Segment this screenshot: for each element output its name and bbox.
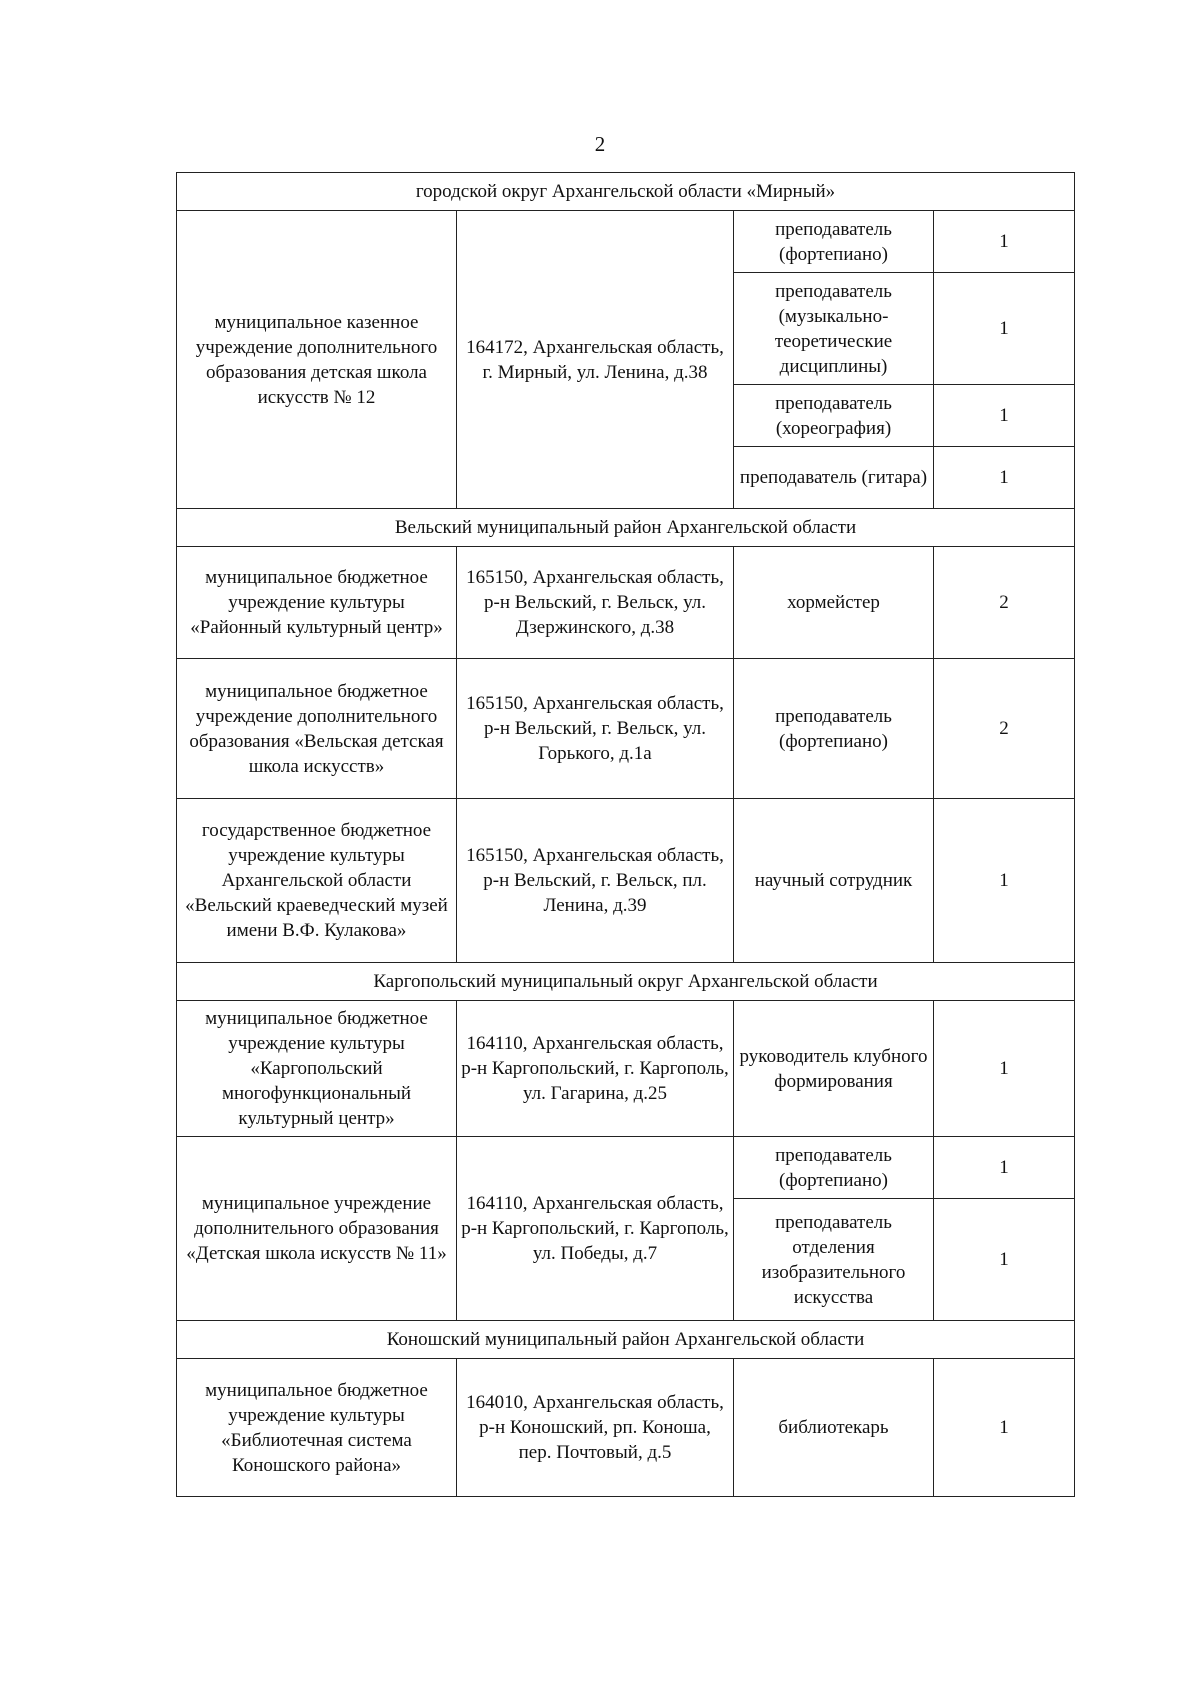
position-count: 1 [934,447,1075,509]
position-count: 1 [934,1137,1075,1199]
table-row [177,799,1075,963]
position-title: преподаватель (фортепиано) [734,659,934,799]
table-row [177,659,1075,799]
institution-address: 164010, Архангельская область, р-н Коношский, рп. Коноша, пер. Почтовый, д.5 [457,1359,734,1497]
institution-name: государственное бюджетное учреждение культуры Архангельской области «Вельский краеведческий музей имени В.Ф. Кулакова» [177,799,457,963]
page-number: 2 [594,132,606,156]
position-title: преподаватель (фортепиано) [734,1137,934,1199]
position-title: преподаватель (фортепиано) [734,211,934,273]
section-header: Коношский муниципальный район Архангельской области [177,1321,1075,1359]
position-count: 1 [934,385,1075,447]
institution-address: 165150, Архангельская область, р-н Вельский, г. Вельск, пл. Ленина, д.39 [457,799,734,963]
table-row [177,547,1075,659]
position-title: руководитель клубного формирования [734,1001,934,1137]
institution-address: 164110, Архангельская область, р-н Каргопольский, г. Каргополь, ул. Гагарина, д.25 [457,1001,734,1137]
position-title: преподаватель (гитара) [734,447,934,509]
position-title: преподаватель отделения изобразительного искусства [734,1199,934,1321]
position-count: 1 [934,273,1075,385]
section-header: городской округ Архангельской области «Мирный» [177,173,1075,211]
position-count: 2 [934,659,1075,799]
position-title: преподаватель (хореография) [734,385,934,447]
institution-address: 164172, Архангельская область, г. Мирный, ул. Ленина, д.38 [457,211,734,509]
institution-name: муниципальное учреждение дополнительного образования «Детская школа искусств № 11» [177,1137,457,1321]
table-row [177,1359,1075,1497]
table-row [177,1137,1075,1199]
section-header-row [177,509,1075,547]
position-count: 1 [934,1001,1075,1137]
section-header-row [177,1321,1075,1359]
section-header-row [177,173,1075,211]
position-count: 2 [934,547,1075,659]
table-row [177,1001,1075,1137]
position-title: научный сотрудник [734,799,934,963]
section-header: Вельский муниципальный район Архангельской области [177,509,1075,547]
institution-name: муниципальное бюджетное учреждение культуры «Библиотечная система Коношского района» [177,1359,457,1497]
position-count: 1 [934,1359,1075,1497]
institution-name: муниципальное бюджетное учреждение культуры «Каргопольский многофункциональный культурный центр» [177,1001,457,1137]
section-header: Каргопольский муниципальный округ Архангельской области [177,963,1075,1001]
position-count: 1 [934,1199,1075,1321]
table-row [177,211,1075,273]
institution-name: муниципальное казенное учреждение дополнительного образования детская школа искусств № 12 [177,211,457,509]
institution-address: 165150, Архангельская область, р-н Вельский, г. Вельск, ул. Горького, д.1а [457,659,734,799]
position-title: преподаватель (музыкально-теоретические дисциплины) [734,273,934,385]
position-title: хормейстер [734,547,934,659]
vacancies-table [176,172,1075,1497]
institution-address: 165150, Архангельская область, р-н Вельский, г. Вельск, ул. Дзержинского, д.38 [457,547,734,659]
institution-name: муниципальное бюджетное учреждение дополнительного образования «Вельская детская школа искусств» [177,659,457,799]
position-title: библиотекарь [734,1359,934,1497]
position-count: 1 [934,799,1075,963]
position-count: 1 [934,211,1075,273]
institution-name: муниципальное бюджетное учреждение культуры «Районный культурный центр» [177,547,457,659]
section-header-row [177,963,1075,1001]
institution-address: 164110, Архангельская область, р-н Каргопольский, г. Каргополь, ул. Победы, д.7 [457,1137,734,1321]
